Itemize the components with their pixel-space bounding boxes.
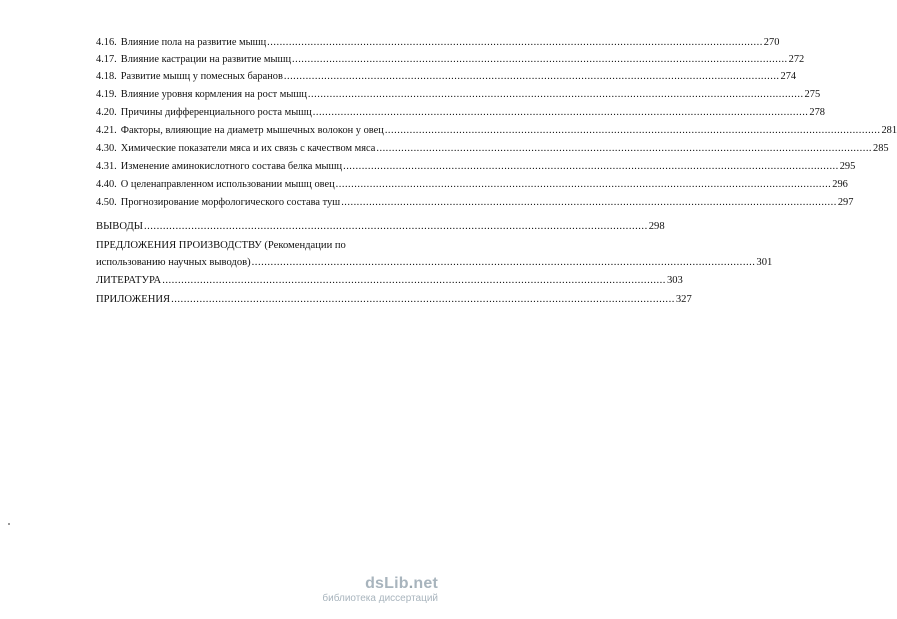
toc-entry-number: 4.16. — [96, 37, 117, 48]
toc-leader-dots — [336, 178, 832, 191]
toc-entry[interactable] — [96, 178, 848, 191]
watermark — [322, 575, 438, 605]
toc-leader-dots — [267, 36, 763, 49]
toc-leader-dots — [385, 124, 881, 137]
toc-entry-number: 4.17. — [96, 54, 117, 65]
toc-entry[interactable] — [96, 124, 897, 137]
toc-entry-title: использованию научных выводов) — [96, 257, 251, 268]
toc-leader-dots — [162, 274, 666, 287]
watermark-logo-dot: . — [408, 575, 414, 592]
toc-entry-title: ВЫВОДЫ — [96, 221, 143, 232]
toc-leader-dots — [252, 256, 756, 269]
toc-entry-title: Влияние пола на развитие мышц — [120, 37, 267, 48]
toc-entry-page: 285 — [873, 143, 889, 154]
toc-leader-dots — [313, 106, 809, 119]
toc-entry-page: 301 — [756, 257, 773, 268]
toc-entry-title: ЛИТЕРАТУРА — [96, 275, 162, 286]
toc-entry-page: 296 — [832, 179, 848, 190]
toc-entry-title: О целенаправленном использовании мышц овец — [120, 179, 335, 190]
toc-entry-page: 303 — [666, 275, 683, 286]
watermark-logo — [322, 575, 438, 593]
toc-entry-number: 4.31. — [96, 161, 117, 172]
toc-entry[interactable] — [96, 88, 821, 101]
toc-entry-page: 275 — [804, 89, 821, 100]
toc-entry[interactable] — [96, 160, 856, 173]
toc-leader-dots — [284, 70, 780, 83]
toc-entry-title: Развитие мышц у помесных баранов — [120, 71, 283, 82]
toc-entry-page: 295 — [839, 161, 856, 172]
toc-entry[interactable] — [96, 70, 797, 83]
toc-entry[interactable] — [96, 196, 854, 209]
toc-entry[interactable] — [96, 36, 780, 49]
toc-leader-dots — [171, 293, 675, 306]
toc-entry-page: 298 — [648, 221, 665, 232]
toc-entry-literature[interactable] — [96, 274, 683, 287]
toc-entry-title: Причины дифференциального роста мышц — [120, 107, 312, 118]
toc-entry-page: 278 — [809, 107, 825, 118]
toc-entry-page: 297 — [837, 197, 854, 208]
toc-entry[interactable] — [96, 142, 889, 155]
toc-leader-dots — [341, 196, 837, 209]
toc-entry-proposals[interactable] — [96, 256, 773, 269]
toc-entry-page: 274 — [780, 71, 797, 82]
toc-entry-title: Влияние уровня кормления на рост мышц — [120, 89, 307, 100]
watermark-logo-tld: net — [413, 575, 438, 592]
toc-leader-dots — [144, 220, 648, 233]
toc-entry-title: ПРИЛОЖЕНИЯ — [96, 294, 171, 305]
toc-entry-conclusions[interactable] — [96, 220, 665, 233]
toc-entry-number: 4.20. — [96, 107, 117, 118]
scan-speck — [8, 523, 10, 525]
toc-entry-title: Факторы, влияющие на диаметр мышечных волокон у овец — [120, 125, 384, 136]
toc-entry[interactable] — [96, 53, 805, 66]
toc-leader-dots — [308, 88, 804, 101]
toc-entry-number: 4.40. — [96, 179, 117, 190]
toc-entry-number: 4.21. — [96, 125, 117, 136]
toc-entry-number: 4.30. — [96, 143, 117, 154]
toc-entry-title: Химические показатели мяса и их связь с качеством мяса — [120, 143, 376, 154]
toc-entry-page: 281 — [881, 125, 897, 136]
toc-leader-dots — [343, 160, 839, 173]
toc-leader-dots — [292, 53, 788, 66]
toc-entry-number: 4.18. — [96, 71, 117, 82]
toc-entry-title: Изменение аминокислотного состава белка мышц — [120, 161, 343, 172]
toc-entry-title: Прогнозирование морфологического состава туш — [120, 197, 341, 208]
toc-entry-page: 270 — [763, 37, 780, 48]
toc-entry-title: Влияние кастрации на развитие мышц — [120, 54, 292, 65]
toc-entry-appendix[interactable] — [96, 293, 692, 306]
toc-entry-number: 4.19. — [96, 89, 117, 100]
toc-entry[interactable] — [96, 106, 825, 119]
toc-leader-dots — [376, 142, 872, 155]
toc-entry-page: 272 — [788, 54, 805, 65]
toc-entry-proposals-line1[interactable]: ПРЕДЛОЖЕНИЯ ПРОИЗВОДСТВУ (Рекомендации по — [96, 240, 346, 251]
watermark-logo-main: dsLib — [365, 575, 409, 592]
toc-entry-number: 4.50. — [96, 197, 117, 208]
watermark-subtitle: библиотека диссертаций — [322, 593, 438, 604]
toc-entry-page: 327 — [675, 294, 692, 305]
